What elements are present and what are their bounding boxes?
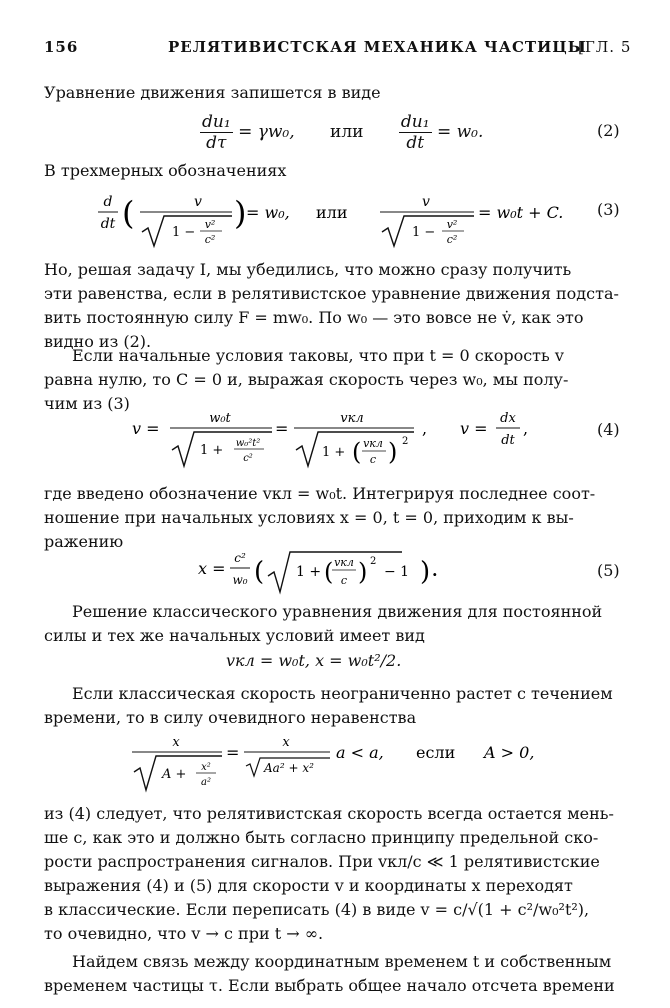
svg-text:vкл: vкл <box>363 437 383 450</box>
svg-text:vкл: vкл <box>340 411 364 426</box>
paragraph: Найдем связь между координатным временем t и собственным временем частицы τ. Если выбрать общее начало отсчета времени <box>44 952 615 995</box>
svg-text:dt: dt <box>100 216 116 232</box>
svg-text:.: . <box>432 561 438 580</box>
svg-text:a²: a² <box>201 777 211 788</box>
equation-number: (5) <box>597 561 620 580</box>
svg-text:если: если <box>416 743 456 762</box>
svg-text:x: x <box>172 735 180 750</box>
svg-text:c²: c² <box>243 453 253 464</box>
svg-text:w₀: w₀ <box>232 573 248 587</box>
svg-text:=: = <box>275 419 289 438</box>
svg-text:− 1: − 1 <box>384 564 410 580</box>
svg-text:2: 2 <box>402 436 409 447</box>
svg-text:или: или <box>316 203 348 222</box>
svg-text:= w₀,: = w₀, <box>246 203 290 222</box>
equation-4 <box>130 406 610 482</box>
svg-text:v: v <box>422 194 430 210</box>
paragraph: где введено обозначение vкл = w₀t. Интегрируя последнее соот- ношение при начальных условиях x = 0, t = 0, приходим к вы- ражению <box>44 484 596 551</box>
svg-text:c²: c² <box>204 233 216 246</box>
svg-text:c: c <box>340 574 348 587</box>
svg-text:v: v <box>194 194 202 210</box>
svg-text:1 +: 1 + <box>200 443 224 458</box>
svg-text:2: 2 <box>370 556 377 567</box>
equation-number: (2) <box>597 121 620 140</box>
svg-text:w₀t: w₀t <box>209 411 231 426</box>
equation-classical: vкл = w₀t, x = w₀t²/2. <box>226 651 402 670</box>
running-title: РЕЛЯТИВИСТСКАЯ МЕХАНИКА ЧАСТИЦЫ <box>168 38 587 56</box>
svg-text:c: c <box>369 453 377 466</box>
svg-text:x: x <box>282 735 290 750</box>
svg-text:w₀²t²: w₀²t² <box>235 438 261 449</box>
svg-text:a < a,: a < a, <box>336 743 384 762</box>
svg-text:c²: c² <box>446 233 458 246</box>
text-line: В трехмерных обозначениях <box>44 161 287 180</box>
svg-text:): ) <box>420 557 431 587</box>
svg-text:c²: c² <box>234 551 246 565</box>
svg-text:1 −: 1 − <box>412 225 436 240</box>
svg-text:v²: v² <box>446 218 458 231</box>
svg-text:v =: v = <box>132 419 160 438</box>
page-number: 156 <box>44 38 79 56</box>
paragraph: Но, решая задачу I, мы убедились, что можно сразу получить эти равенства, если в релятивистское уравнение движения подста- вить постоянную силу F = mw₀. По w₀ — это вовсе не v̇, как это видно из (2). <box>44 260 619 351</box>
svg-text:dx: dx <box>500 411 516 426</box>
svg-text:): ) <box>234 194 247 232</box>
chapter-label: [ГЛ. 5 <box>578 38 632 56</box>
svg-text:vкл: vкл <box>334 556 354 569</box>
paragraph: Если начальные условия таковы, что при t = 0 скорость v равна нулю, то C = 0 и, выражая скорость через w₀, мы полу- чим из (3) <box>44 346 569 413</box>
svg-text:,: , <box>523 419 529 438</box>
svg-text:(: ( <box>122 194 135 232</box>
svg-text:A > 0,: A > 0, <box>484 743 535 762</box>
svg-text:): ) <box>388 438 398 466</box>
text-line: Уравнение движения запишется в виде <box>44 83 381 102</box>
svg-text:A +: A + <box>162 767 187 782</box>
svg-text:,: , <box>422 419 428 438</box>
svg-text:(: ( <box>254 557 265 587</box>
svg-text:(: ( <box>352 438 362 466</box>
svg-text:1 +: 1 + <box>296 564 322 580</box>
svg-text:v²: v² <box>204 218 216 231</box>
equation-3 <box>90 184 590 254</box>
svg-text:v =: v = <box>460 419 488 438</box>
equation-5 <box>196 542 496 598</box>
equation-number: (3) <box>597 200 620 219</box>
svg-text:(: ( <box>324 558 334 586</box>
svg-text:1 +: 1 + <box>322 445 346 460</box>
svg-text:Aa² + x²: Aa² + x² <box>264 761 314 775</box>
svg-text:= w₀t + C.: = w₀t + C. <box>478 203 564 222</box>
paragraph: из (4) следует, что релятивистская скорость всегда остается мень- ше c, как это и должно быть согласно принципу предельной ско- рости распространения сигналов. При vкл/c ≪ 1 релятивистские выражения (4) и (5) для скорости v и координаты x переходят в классические. Если переписать (4) в виде v = c/√(1 + c²/w₀²t²), то очевидно, что v → c при t → ∞. <box>44 804 614 943</box>
equation-inequality <box>126 730 586 794</box>
svg-text:=: = <box>226 743 240 762</box>
equation-2: $\frac{\text{du₁}}{d\tau}$ = γw₀, или $\frac{\text{du₁}}{dt}$ = w₀. <box>202 112 484 153</box>
paragraph: Решение классического уравнения движения для постоянной силы и тех же начальных условий имеет вид <box>44 602 603 645</box>
svg-text:x =: x = <box>198 559 226 578</box>
paragraph: Если классическая скорость неограниченно растет с течением времени, то в силу очевидного неравенства <box>44 684 613 727</box>
svg-text:dt: dt <box>501 433 515 448</box>
svg-text:): ) <box>358 558 368 586</box>
svg-text:1 −: 1 − <box>172 225 196 240</box>
svg-text:x²: x² <box>201 762 211 773</box>
svg-text:d: d <box>103 194 113 210</box>
equation-number: (4) <box>597 420 620 439</box>
